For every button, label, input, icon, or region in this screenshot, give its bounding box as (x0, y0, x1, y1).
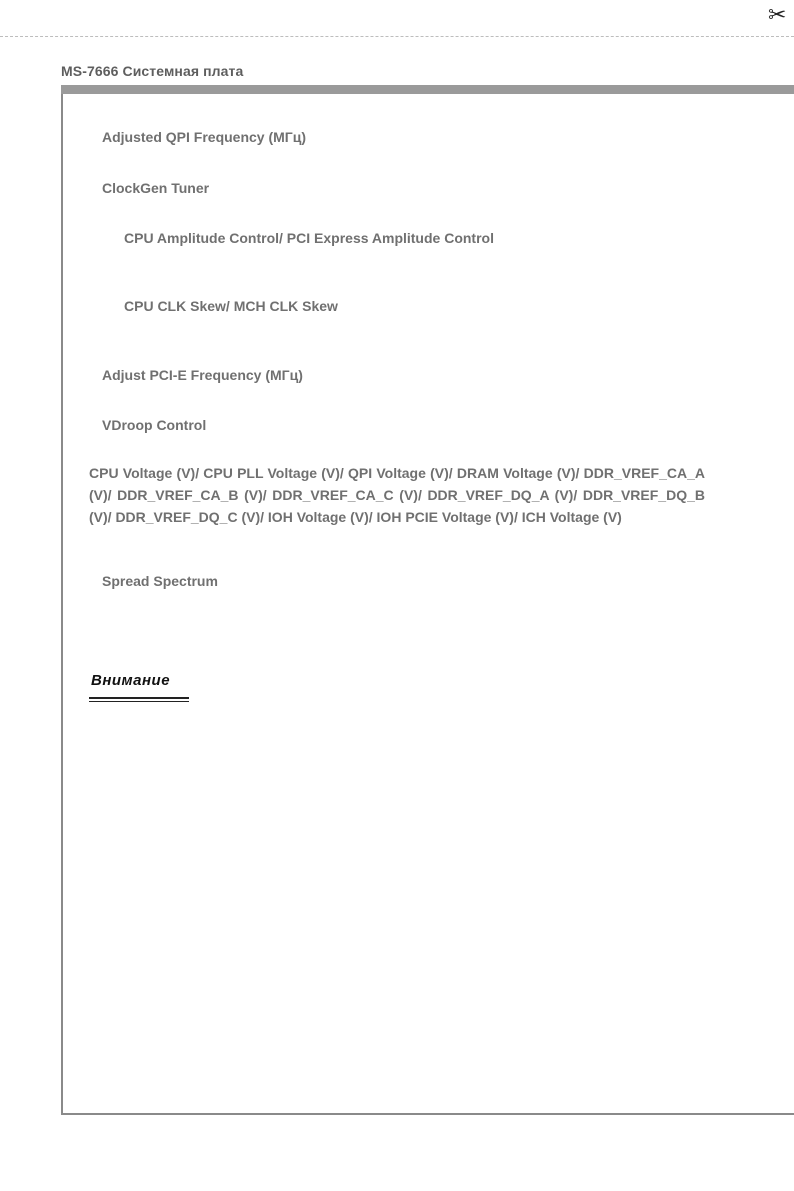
header-bar (61, 85, 794, 94)
setting-adjust-pcie-frequency: Adjust PCI-E Frequency (МГц) (102, 367, 303, 383)
important-underline (89, 697, 189, 699)
page-frame-left (61, 94, 63, 1115)
setting-voltages-paragraph: CPU Voltage (V)/ CPU PLL Voltage (V)/ QPI Voltage (V)/ DRAM Voltage (V)/ DDR_VREF_CA_A (V)/ DDR_VREF_CA_B (V)/ DDR_VREF_CA_C (V)/ DDR_VREF_DQ_A (V)/ DDR_VREF_DQ_B (V)/ DDR_VREF_DQ_C (V)/ IOH Voltage (V)/ IOH PCIE Voltage (V)/ ICH Voltage (V) (89, 465, 705, 525)
page-header-title: MS-7666 Системная плата (61, 63, 244, 79)
cut-line (0, 36, 794, 37)
important-underline-thin (89, 701, 189, 702)
setting-adjusted-qpi-frequency: Adjusted QPI Frequency (МГц) (102, 129, 307, 145)
important-label: Внимание (91, 672, 171, 689)
setting-clockgen-tuner: ClockGen Tuner (102, 180, 210, 196)
setting-vdroop-control: VDroop Control (102, 417, 207, 433)
setting-spread-spectrum: Spread Spectrum (102, 573, 218, 589)
setting-amplitude-control: CPU Amplitude Control/ PCI Express Amplitude Control (124, 230, 494, 246)
setting-clk-skew: CPU CLK Skew/ MCH CLK Skew (124, 298, 338, 314)
scissors-icon: ✂ (768, 2, 787, 27)
page-frame-bottom (61, 1113, 794, 1115)
